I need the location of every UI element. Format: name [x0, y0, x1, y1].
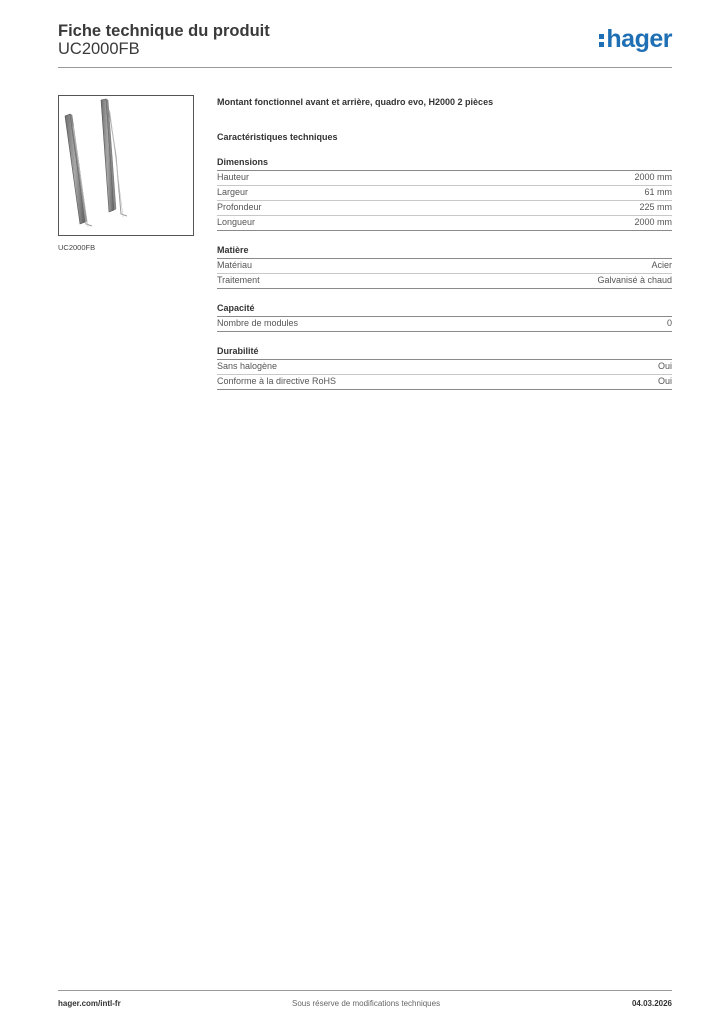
- spec-row: [217, 259, 672, 274]
- spec-value: Galvanisé à chaud: [597, 275, 672, 285]
- logo-colon-icon: [599, 31, 604, 47]
- group-title: Dimensions: [217, 157, 672, 171]
- spec-value: 2000 mm: [634, 217, 672, 227]
- footer-disclaimer: Sous réserve de modifications techniques: [292, 999, 441, 1008]
- spec-row: [217, 360, 672, 375]
- footer-website-link[interactable]: hager.com/intl-fr: [58, 999, 121, 1008]
- product-image: [58, 95, 194, 236]
- spec-row: [217, 201, 672, 216]
- spec-label: Matériau: [217, 260, 253, 270]
- spec-group-material: [217, 245, 672, 289]
- product-description: Montant fonctionnel avant et arrière, quadro evo, H2000 2 pièces: [217, 97, 494, 107]
- hager-logo: [599, 24, 672, 54]
- spec-label: Profondeur: [217, 202, 262, 212]
- spec-label: Sans halogène: [217, 361, 278, 371]
- spec-value: 225 mm: [639, 202, 672, 212]
- footer-date: 04.03.2026: [631, 999, 672, 1008]
- group-title: Matière: [217, 245, 672, 259]
- spec-row: [217, 216, 672, 231]
- logo-text: hager: [606, 25, 672, 53]
- spec-label: Nombre de modules: [217, 318, 299, 328]
- spec-row: [217, 274, 672, 289]
- spec-row: [217, 317, 672, 332]
- spec-value: 0: [666, 318, 672, 328]
- spec-label: Longueur: [217, 217, 256, 227]
- mounting-rails-illustration: [59, 96, 193, 235]
- spec-label: Hauteur: [217, 172, 250, 182]
- spec-row: [217, 186, 672, 201]
- spec-label: Conforme à la directive RoHS: [217, 376, 337, 386]
- spec-value: Oui: [657, 376, 672, 386]
- page-header: [58, 20, 672, 68]
- characteristics-heading: Caractéristiques techniques: [217, 132, 338, 142]
- spec-label: Largeur: [217, 187, 249, 197]
- footer-divider: [58, 990, 672, 991]
- spec-value: 61 mm: [644, 187, 672, 197]
- spec-group-capacity: [217, 303, 672, 332]
- spec-row: [217, 171, 672, 186]
- image-caption: UC2000FB: [58, 243, 96, 252]
- document-title: Fiche technique du produit: [58, 22, 270, 40]
- spec-group-dimensions: [217, 157, 672, 231]
- product-reference: UC2000FB: [58, 40, 140, 58]
- spec-value: Oui: [657, 361, 672, 371]
- header-divider: [58, 67, 672, 68]
- spec-value: 2000 mm: [634, 172, 672, 182]
- group-title: Capacité: [217, 303, 672, 317]
- spec-row: [217, 375, 672, 390]
- spec-label: Traitement: [217, 275, 260, 285]
- spec-group-durability: [217, 346, 672, 390]
- spec-value: Acier: [651, 260, 672, 270]
- specifications: [217, 96, 672, 390]
- group-title: Durabilité: [217, 346, 672, 360]
